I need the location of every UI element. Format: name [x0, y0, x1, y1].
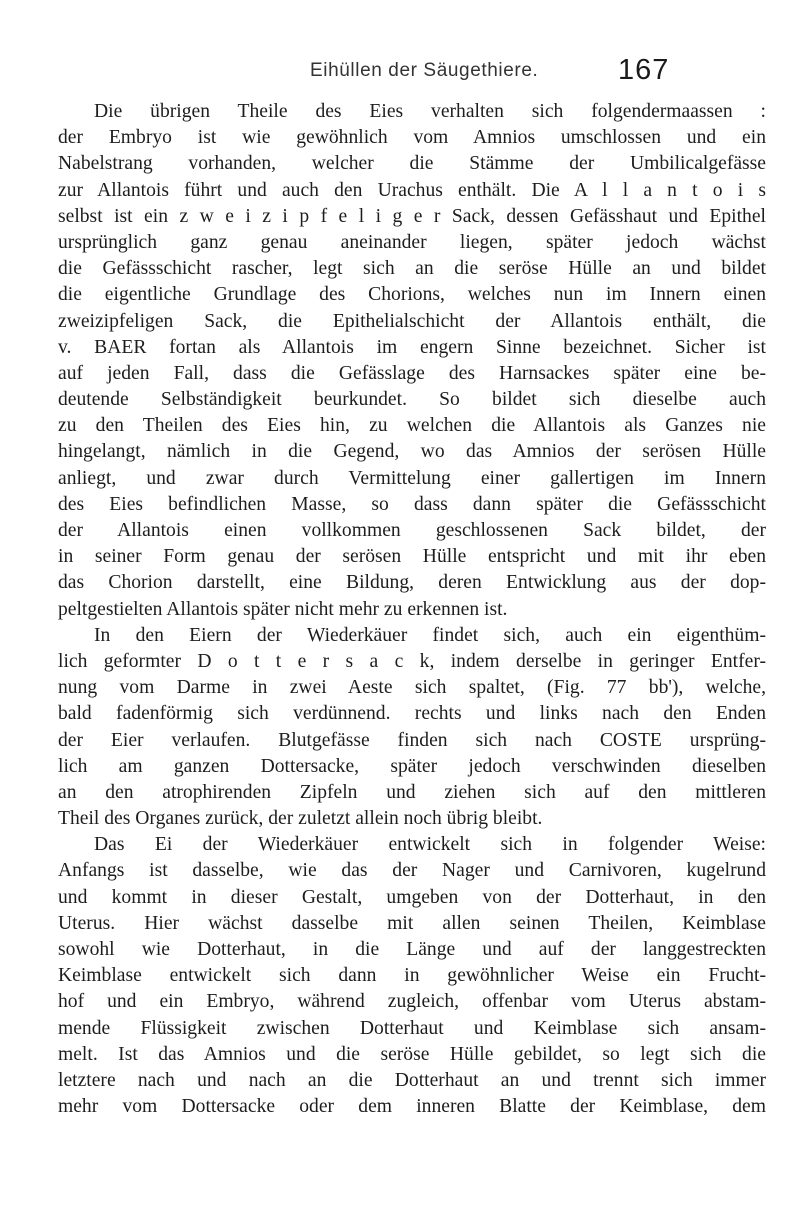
text-line: Theil des Organes zurück, der zuletzt allein noch übrig bleibt. [58, 808, 543, 830]
body-text [58, 99, 766, 1120]
text-line: in seiner Form genau der serösen Hülle entspricht und mit ihr eben [58, 546, 766, 568]
text-line: Anfangs ist dasselbe, wie das der Nager und Carnivoren, kugelrund [58, 860, 766, 882]
text-line: Das Ei der Wiederkäuer entwickelt sich in folgender Weise: [94, 834, 766, 856]
text-line: zu den Theilen des Eies hin, zu welchen die Allantois als Ganzes nie [58, 415, 766, 437]
text-line: hingelangt, nämlich in die Gegend, wo das Amnios der serösen Hülle [58, 441, 766, 463]
text-line: der Eier verlaufen. Blutgefässe finden sich nach COSTE ursprüng- [58, 729, 766, 751]
text-line: das Chorion darstellt, eine Bildung, deren Entwicklung aus der dop- [58, 572, 766, 594]
text-line: der Embryo ist wie gewöhnlich vom Amnios umschlossen und ein [58, 127, 766, 149]
text-line: Keimblase entwickelt sich dann in gewöhnlicher Weise ein Frucht- [58, 965, 766, 987]
text-line: lich geformter D o t t e r s a c k, indem derselbe in geringer Entfer- [58, 650, 766, 672]
text-line: die eigentliche Grundlage des Chorions, welches nun im Innern einen [58, 284, 766, 306]
text-line: der Allantois einen vollkommen geschlossenen Sack bildet, der [58, 520, 766, 541]
running-title: Eihüllen der Säugethiere. [310, 60, 539, 81]
text-line: lich am ganzen Dottersacke, später jedoch verschwinden dieselben [58, 755, 766, 777]
page-number: 167 [618, 54, 670, 86]
text-line: bald fadenförmig sich verdünnend. rechts und links nach den Enden [58, 703, 766, 725]
text-line: deutende Selbständigkeit beurkundet. So bildet sich dieselbe auch [58, 389, 766, 411]
running-head [0, 52, 800, 92]
text-line: mehr vom Dottersacke oder dem inneren Blatte der Keimblase, dem [58, 1096, 766, 1118]
text-line: und kommt in dieser Gestalt, umgeben von der Dotterhaut, in den [58, 886, 766, 908]
text-line: letztere nach und nach an die Dotterhaut an und trennt sich immer [58, 1069, 766, 1091]
text-line: Uterus. Hier wächst dasselbe mit allen seinen Theilen, Keimblase [58, 912, 766, 934]
text-line: selbst ist ein z w e i z i p f e l i g e r Sack, dessen Gefässhaut und Epithel [58, 205, 766, 227]
text-line: anliegt, und zwar durch Vermittelung einer gallertigen im Innern [58, 467, 766, 489]
text-line: hof und ein Embryo, während zugleich, offenbar vom Uterus abstam- [58, 991, 766, 1013]
text-line: peltgestielten Allantois später nicht mehr zu erkennen ist. [58, 598, 508, 620]
text-line: Nabelstrang vorhanden, welcher die Stämme der Umbilicalgefässe [58, 153, 766, 175]
text-line: zweizipfeligen Sack, die Epithelialschicht der Allantois enthält, die [58, 310, 766, 332]
text-line: des Eies befindlichen Masse, so dass dann später die Gefässschicht [58, 493, 766, 515]
text-line: die Gefässschicht rascher, legt sich an die seröse Hülle an und bildet [58, 258, 766, 280]
text-line: ursprünglich ganz genau aneinander liegen, später jedoch wächst [58, 231, 766, 253]
text-line: In den Eiern der Wiederkäuer findet sich, auch ein eigenthüm- [94, 624, 766, 646]
text-line: nung vom Darme in zwei Aeste sich spaltet, (Fig. 77 bb'), welche, [58, 677, 766, 699]
text-line: Die übrigen Theile des Eies verhalten sich folgendermaassen : [94, 101, 766, 122]
text-line: sowohl wie Dotterhaut, in die Länge und auf der langgestreckten [58, 939, 766, 960]
text-line: an den atrophirenden Zipfeln und ziehen sich auf den mittleren [58, 781, 766, 803]
text-line: v. BAER fortan als Allantois im engern Sinne bezeichnet. Sicher ist [58, 336, 766, 358]
text-line: melt. Ist das Amnios und die seröse Hülle gebildet, so legt sich die [58, 1043, 766, 1065]
text-line: zur Allantois führt und auch den Urachus enthält. Die A l l a n t o i s [58, 179, 766, 201]
text-line: auf jeden Fall, dass die Gefässlage des Harnsackes später eine be- [58, 362, 766, 384]
text-line: mende Flüssigkeit zwischen Dotterhaut und Keimblase sich ansam- [58, 1017, 766, 1039]
